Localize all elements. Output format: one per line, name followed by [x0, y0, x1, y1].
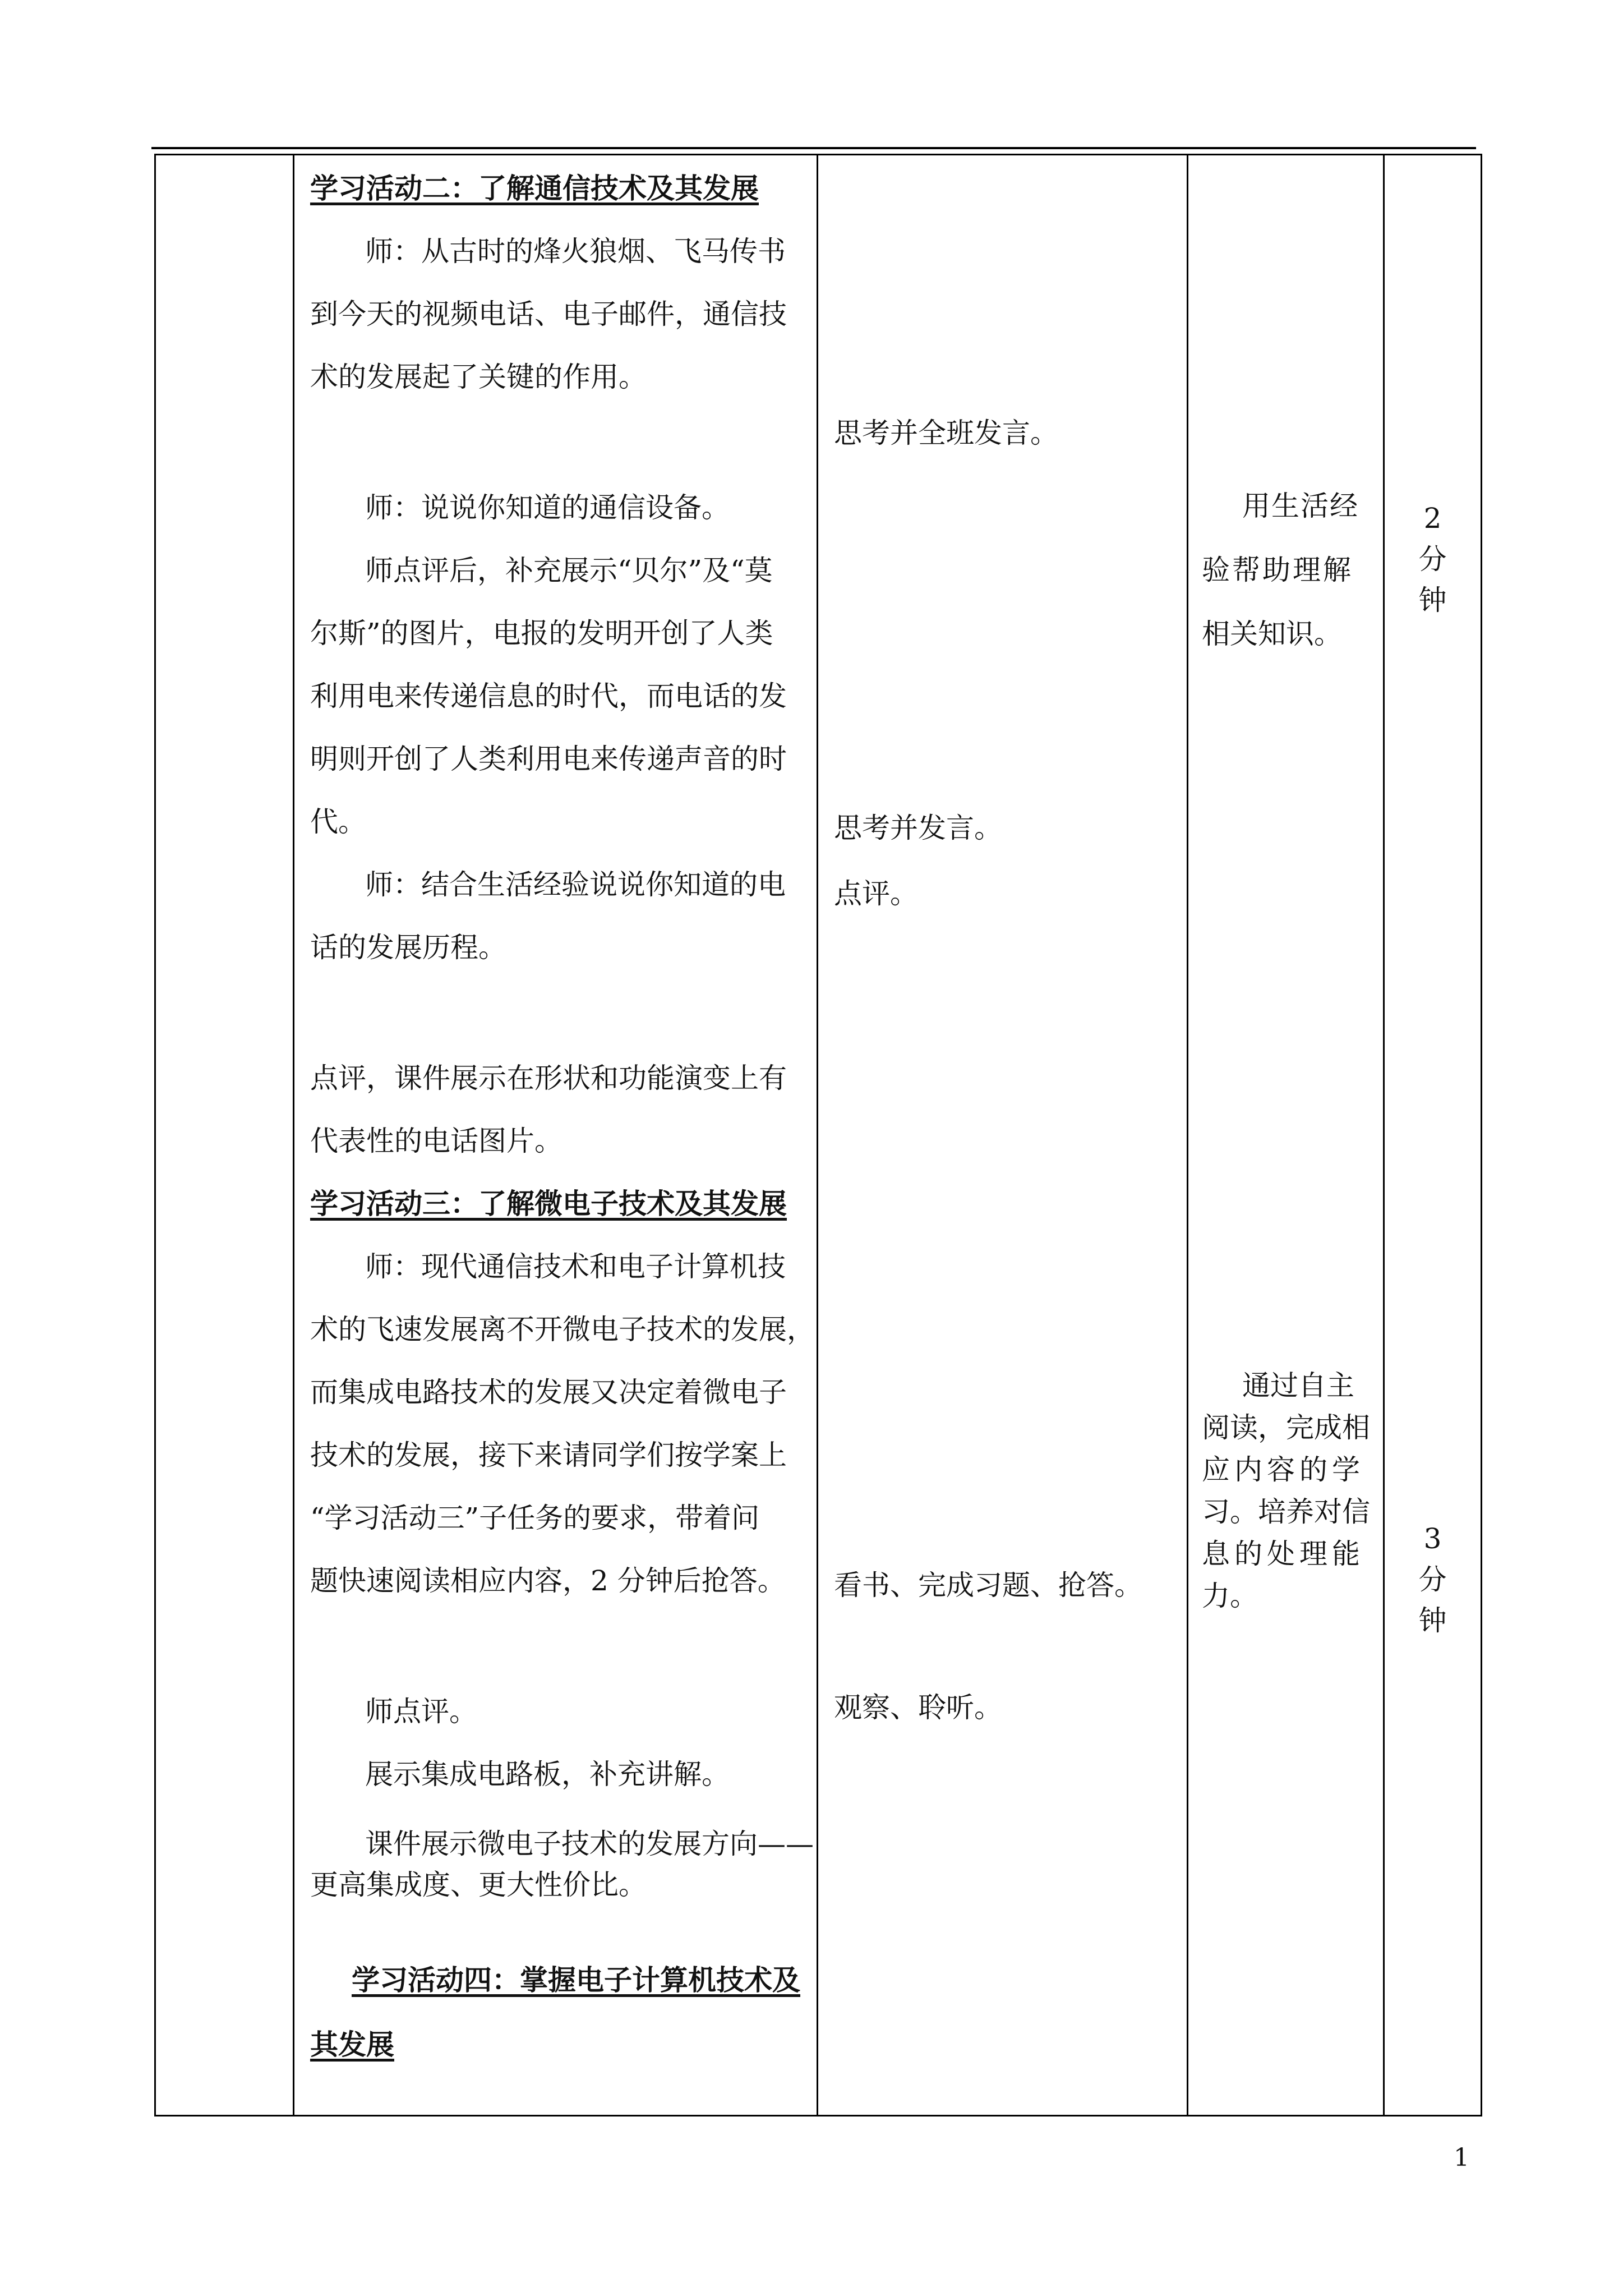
time-value: 2 — [1423, 502, 1442, 535]
page-number: 1 — [1454, 2143, 1469, 2172]
paragraph-line: 代。 — [310, 806, 366, 838]
activity-2-heading: 学习活动二：了解通信技术及其发展 — [310, 172, 759, 205]
activity-4-heading-cont: 其发展 — [310, 2028, 394, 2061]
intent-line: 验帮助理解 — [1202, 554, 1353, 586]
paragraph-line: 课件展示微电子技术的发展方向—— — [365, 1828, 814, 1860]
header-rule — [151, 147, 1476, 149]
student-response: 点评。 — [834, 877, 918, 910]
col-teacher-activity — [294, 155, 817, 2115]
paragraph-line: 题快速阅读相应内容，2 分钟后抢答。 — [310, 1565, 786, 1597]
activity-3-heading: 学习活动三：了解微电子技术及其发展 — [310, 1187, 787, 1220]
time-unit: 分 — [1418, 543, 1447, 576]
col-design-intent — [1188, 155, 1383, 2115]
paragraph-line: 点评，课件展示在形状和功能演变上有 — [310, 1062, 787, 1094]
paragraph-line: 术的发展起了关键的作用。 — [310, 361, 647, 393]
student-response: 思考并全班发言。 — [834, 417, 1058, 449]
intent-line: 通过自主 — [1242, 1369, 1354, 1402]
paragraph-line: 更高集成度、更大性价比。 — [310, 1869, 647, 1901]
activity-4-heading: 学习活动四：掌握电子计算机技术及 — [352, 1963, 800, 1996]
col-student-activity — [818, 155, 1187, 2115]
intent-line: 应内容的学 — [1202, 1453, 1364, 1486]
intent-line: 习。培养对信 — [1202, 1496, 1370, 1528]
paragraph-line: 话的发展历程。 — [310, 931, 506, 964]
intent-line: 阅读，完成相 — [1202, 1411, 1370, 1444]
intent-line: 用生活经 — [1242, 490, 1359, 522]
student-response: 看书、完成习题、抢答。 — [834, 1569, 1142, 1602]
time-unit: 钟 — [1418, 1604, 1447, 1637]
intent-line: 力。 — [1202, 1580, 1258, 1612]
intent-line: 相关知识。 — [1202, 618, 1342, 650]
paragraph-line: 利用电来传递信息的时代，而电话的发 — [310, 680, 787, 712]
paragraph-line: 术的飞速发展离不开微电子技术的发展， — [310, 1313, 815, 1346]
col-stage-cell — [156, 155, 293, 2115]
paragraph-line: 展示集成电路板，补充讲解。 — [365, 1758, 730, 1791]
paragraph-line: “学习活动三”子任务的要求，带着问 — [310, 1502, 760, 1534]
paragraph-line: 代表性的电话图片。 — [310, 1125, 562, 1157]
time-unit: 分 — [1418, 1563, 1447, 1596]
col-time — [1385, 155, 1481, 2115]
paragraph-line: 到今天的视频电话、电子邮件，通信技 — [310, 298, 787, 330]
paragraph-line: 而集成电路技术的发展又决定着微电子 — [310, 1376, 787, 1409]
student-response: 观察、聆听。 — [834, 1691, 1002, 1724]
time-value: 3 — [1423, 1522, 1442, 1555]
paragraph-line: 技术的发展，接下来请同学们按学案上 — [310, 1439, 787, 1471]
paragraph-line: 尔斯”的图片，电报的发明开创了人类 — [310, 617, 773, 650]
paragraph-line: 师：从古时的烽火狼烟、飞马传书 — [365, 235, 786, 268]
paragraph-line: 师点评。 — [365, 1695, 477, 1728]
paragraph-line: 师：结合生活经验说说你知道的电 — [365, 868, 786, 901]
paragraph-line: 师点评后，补充展示“贝尔”及“莫 — [365, 554, 773, 587]
table-border-bottom — [154, 2115, 1482, 2116]
paragraph-line: 明则开创了人类利用电来传递声音的时 — [310, 743, 787, 775]
paragraph-line: 师：说说你知道的通信设备。 — [365, 491, 730, 524]
student-response: 思考并发言。 — [834, 812, 1002, 844]
table-border-right — [1481, 154, 1482, 2116]
paragraph-line: 师：现代通信技术和电子计算机技 — [365, 1250, 786, 1283]
time-unit: 钟 — [1418, 584, 1447, 616]
intent-line: 息的处理能 — [1202, 1538, 1364, 1570]
